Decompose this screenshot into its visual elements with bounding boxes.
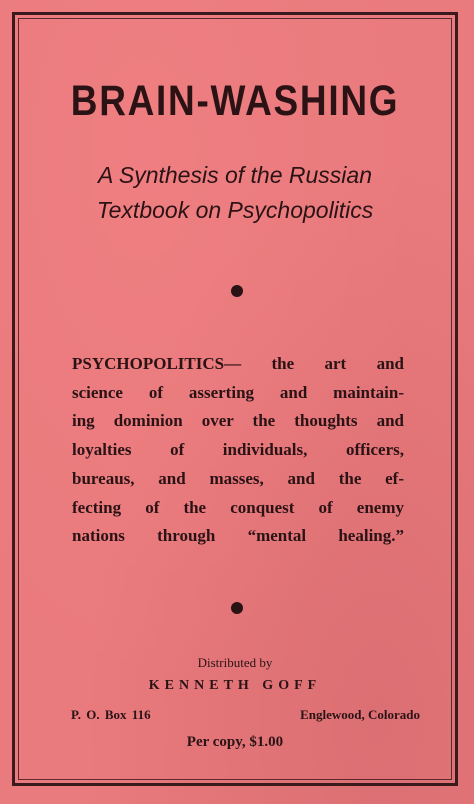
- definition-line: nations through “mental healing.”: [72, 526, 404, 546]
- distributor-name: KENNETH GOFF: [148, 678, 322, 693]
- definition-line: fecting of the conquest of enemy: [72, 497, 404, 517]
- definition-line: bureaus, and masses, and the ef-: [72, 468, 404, 488]
- cover-content: [18, 18, 452, 780]
- distributed-by-label: Distributed by: [197, 655, 273, 670]
- definition-line: science of asserting and maintain-: [72, 382, 404, 402]
- city-state: Englewood, Colorado: [300, 707, 420, 722]
- definition-line: ing dominion over the thoughts and: [72, 411, 404, 431]
- cover-title: BRAIN-WASHING: [70, 77, 400, 125]
- subtitle-line-1: A Synthesis of the Russian: [97, 162, 372, 188]
- definition-paragraph: [72, 350, 404, 551]
- po-box: P. O. Box 116: [71, 707, 151, 722]
- subtitle-line-2: Textbook on Psychopolitics: [96, 197, 374, 223]
- bullet-dot-bottom: [231, 602, 243, 614]
- definition-line: loyalties of individuals, officers,: [72, 440, 404, 460]
- price-line: Per copy, $1.00: [186, 734, 284, 750]
- bullet-dot-top: [231, 285, 243, 297]
- definition-line: PSYCHOPOLITICS— the art and: [72, 354, 404, 373]
